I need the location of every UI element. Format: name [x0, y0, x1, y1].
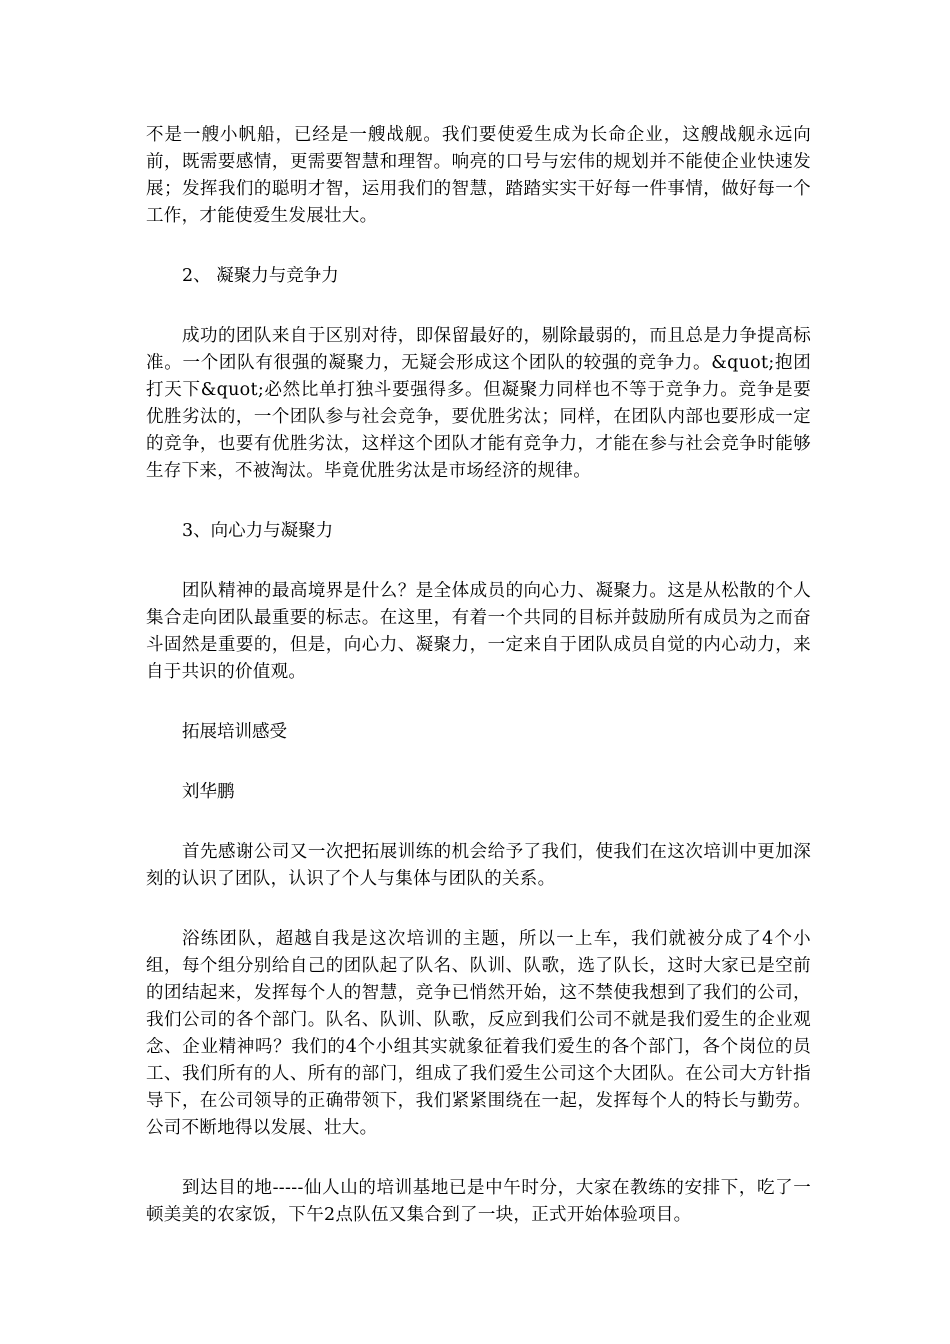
paragraph-gap [146, 545, 811, 578]
section-heading-cohesion-competitiveness: 2、 凝聚力与竞争力 [182, 266, 339, 286]
paragraph-gap [146, 1142, 811, 1175]
paragraph-thanks: 首先感谢公司又一次把拓展训练的机会给予了我们，使我们在这次培训中更加深刻的认识了团队，认识了个人与集体与团队的关系。 [146, 842, 811, 889]
paragraph-continuation: 不是一艘小帆船，已经是一艘战舰。我们要使爱生成为长命企业，这艘战舰永远向前，既需要感情，更需要智慧和理智。响亮的口号与宏伟的规划并不能使企业快速发展；发挥我们的聪明才智，运用我们的智慧，踏踏实实干好每一件事情，做好每一个工作，才能使爱生发展壮大。 [146, 125, 811, 226]
article-title: 拓展培训感受 [182, 722, 287, 742]
paragraph-arrival: 到达目的地-----仙人山的培训基地已是中午时分，大家在教练的安排下，吃了一顿美美的农家饭，下午2点队伍又集合到了一块，正式开始体验项目。 [146, 1178, 811, 1225]
paragraph-gap [146, 290, 811, 323]
paragraph-team-groups: 浴练团队，超越自我是这次培训的主题，所以一上车，我们就被分成了4个小组，每个组分别给自己的团队起了队名、队训、队歌，选了队长，这时大家已是空前的团结起来，发挥每个人的智慧，竞争已悄然开始，这不禁使我想到了我们的公司，我们公司的各个部门。队名、队训、队歌，反应到我们公司不就是我们爱生的企业观念、企业精神吗？我们的4个小组其实就象征着我们爱生的各个部门，各个岗位的员工、我们所有的人、所有的部门，组成了我们爱生公司这个大团队。在公司大方针指导下，在公司领导的正确带领下，我们紧紧围绕在一起，发挥每个人的特长与勤劳。公司不断地得以发展、壮大。 [146, 929, 811, 1138]
paragraph-gap [146, 806, 811, 839]
paragraph-gap [146, 686, 811, 719]
paragraph-gap [146, 230, 811, 263]
paragraph-gap [146, 746, 811, 779]
paragraph-gap [146, 893, 811, 926]
section-heading-centripetal-force: 3、向心力与凝聚力 [182, 521, 334, 541]
author-name: 刘华鹏 [182, 782, 235, 802]
paragraph-cohesion: 成功的团队来自于区别对待，即保留最好的，剔除最弱的，而且总是力争提高标准。一个团队有很强的凝聚力，无疑会形成这个团队的较强的竞争力。&quot;抱团打天下&quot;必然比单打独斗要强得多。但凝聚力同样也不等于竞争力。竞争是要优胜劣汰的，一个团队参与社会竞争，要优胜劣汰；同样，在团队内部也要形成一定的竞争，也要有优胜劣汰，这样这个团队才能有竞争力，才能在参与社会竞争时能够生存下来，不被淘汰。毕竟优胜劣汰是市场经济的规律。 [146, 326, 811, 481]
document-page [146, 122, 811, 1229]
paragraph-team-spirit: 团队精神的最高境界是什么？是全体成员的向心力、凝聚力。这是从松散的个人集合走向团队最重要的标志。在这里，有着一个共同的目标并鼓励所有成员为之而奋斗固然是重要的，但是，向心力、凝聚力，一定来自于团队成员自觉的内心动力，来自于共识的价值观。 [146, 581, 811, 682]
paragraph-gap [146, 485, 811, 518]
